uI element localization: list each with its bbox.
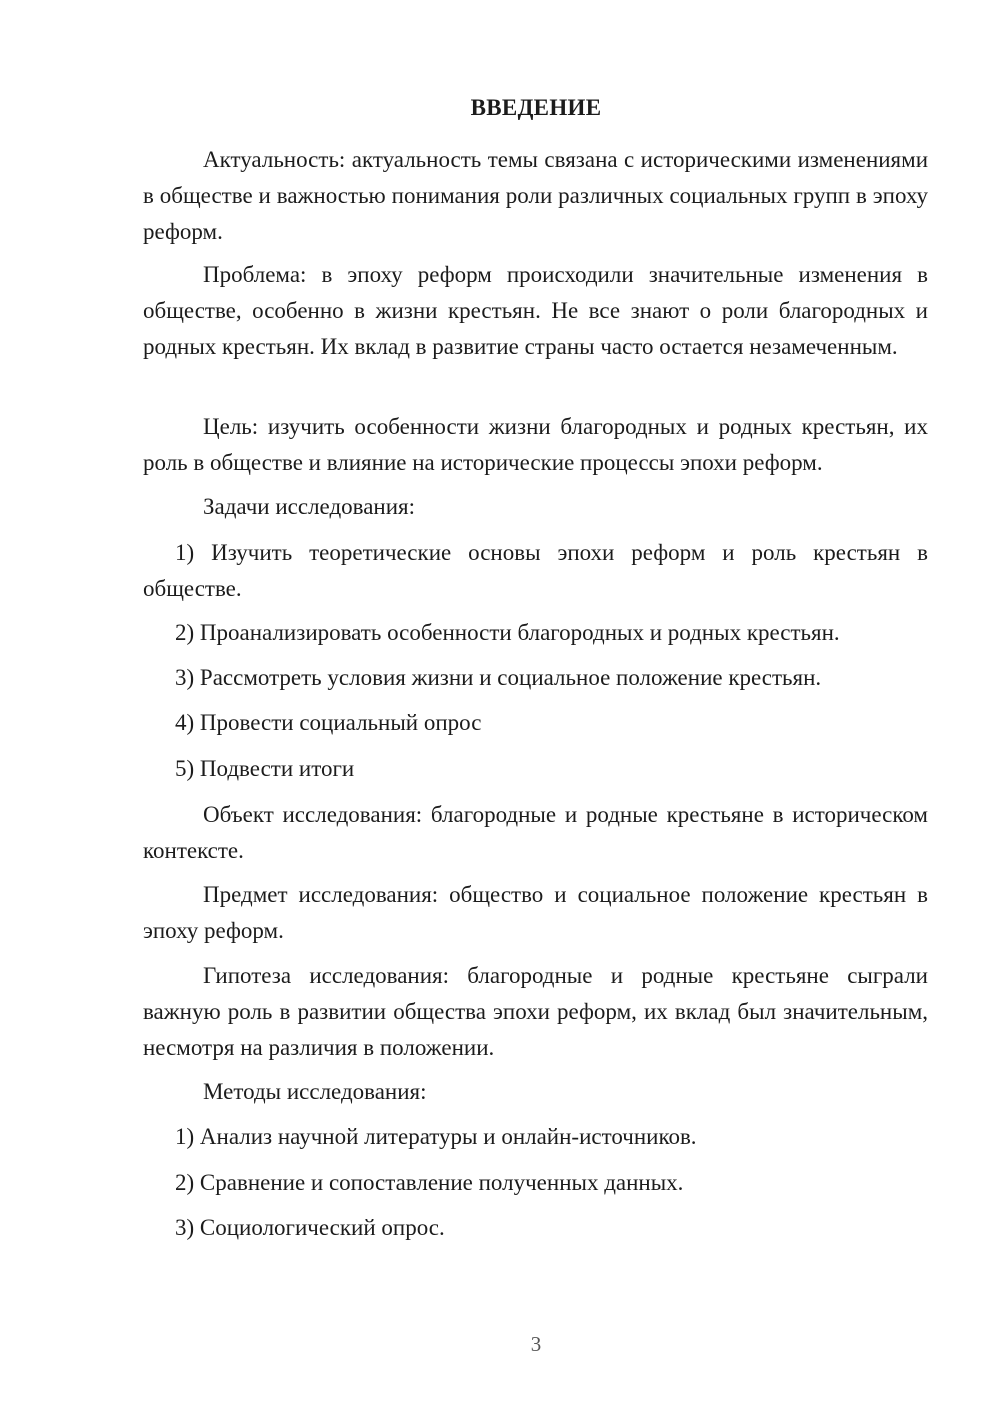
object-paragraph: Объект исследования: благородные и родные крестьяне в историческом контексте. [143,802,928,863]
task-item-1: 1) Изучить теоретические основы эпохи реформ и роль крестьян в обществе. [143,540,928,601]
methods-heading: Методы исследования: [203,1079,427,1104]
tasks-heading: Задачи исследования: [203,494,416,519]
relevance-paragraph: Актуальность: актуальность темы связана с историческими изменениями в обществе и важностью понимания роли различных социальных групп в эпоху реформ. [143,147,928,244]
page-number: 3 [530,1332,542,1356]
subject-paragraph: Предмет исследования: общество и социальное положение крестьян в эпоху реформ. [143,882,928,943]
method-item-3: 3) Социологический опрос. [175,1215,445,1240]
section-title: ВВЕДЕНИЕ [470,95,602,120]
goal-paragraph: Цель: изучить особенности жизни благородных и родных крестьян, их роль в обществе и влияние на исторические процессы эпохи реформ. [143,414,928,475]
method-item-1: 1) Анализ научной литературы и онлайн-источников. [175,1124,697,1149]
hypothesis-paragraph: Гипотеза исследования: благородные и родные крестьяне сыграли важную роль в развитии общества эпохи реформ, их вклад был значительным, несмотря на различия в положении. [143,963,928,1060]
task-item-2: 2) Проанализировать особенности благородных и родных крестьян. [175,620,840,645]
task-item-3: 3) Рассмотреть условия жизни и социальное положение крестьян. [175,665,822,690]
task-item-5: 5) Подвести итоги [175,756,355,781]
problem-paragraph: Проблема: в эпоху реформ происходили значительные изменения в обществе, особенно в жизни крестьян. Не все знают о роли благородных и родных крестьян. Их вклад в развитие страны часто остается незамеченным. [143,262,928,359]
task-item-4: 4) Провести социальный опрос [175,710,482,735]
method-item-2: 2) Сравнение и сопоставление полученных данных. [175,1170,684,1195]
